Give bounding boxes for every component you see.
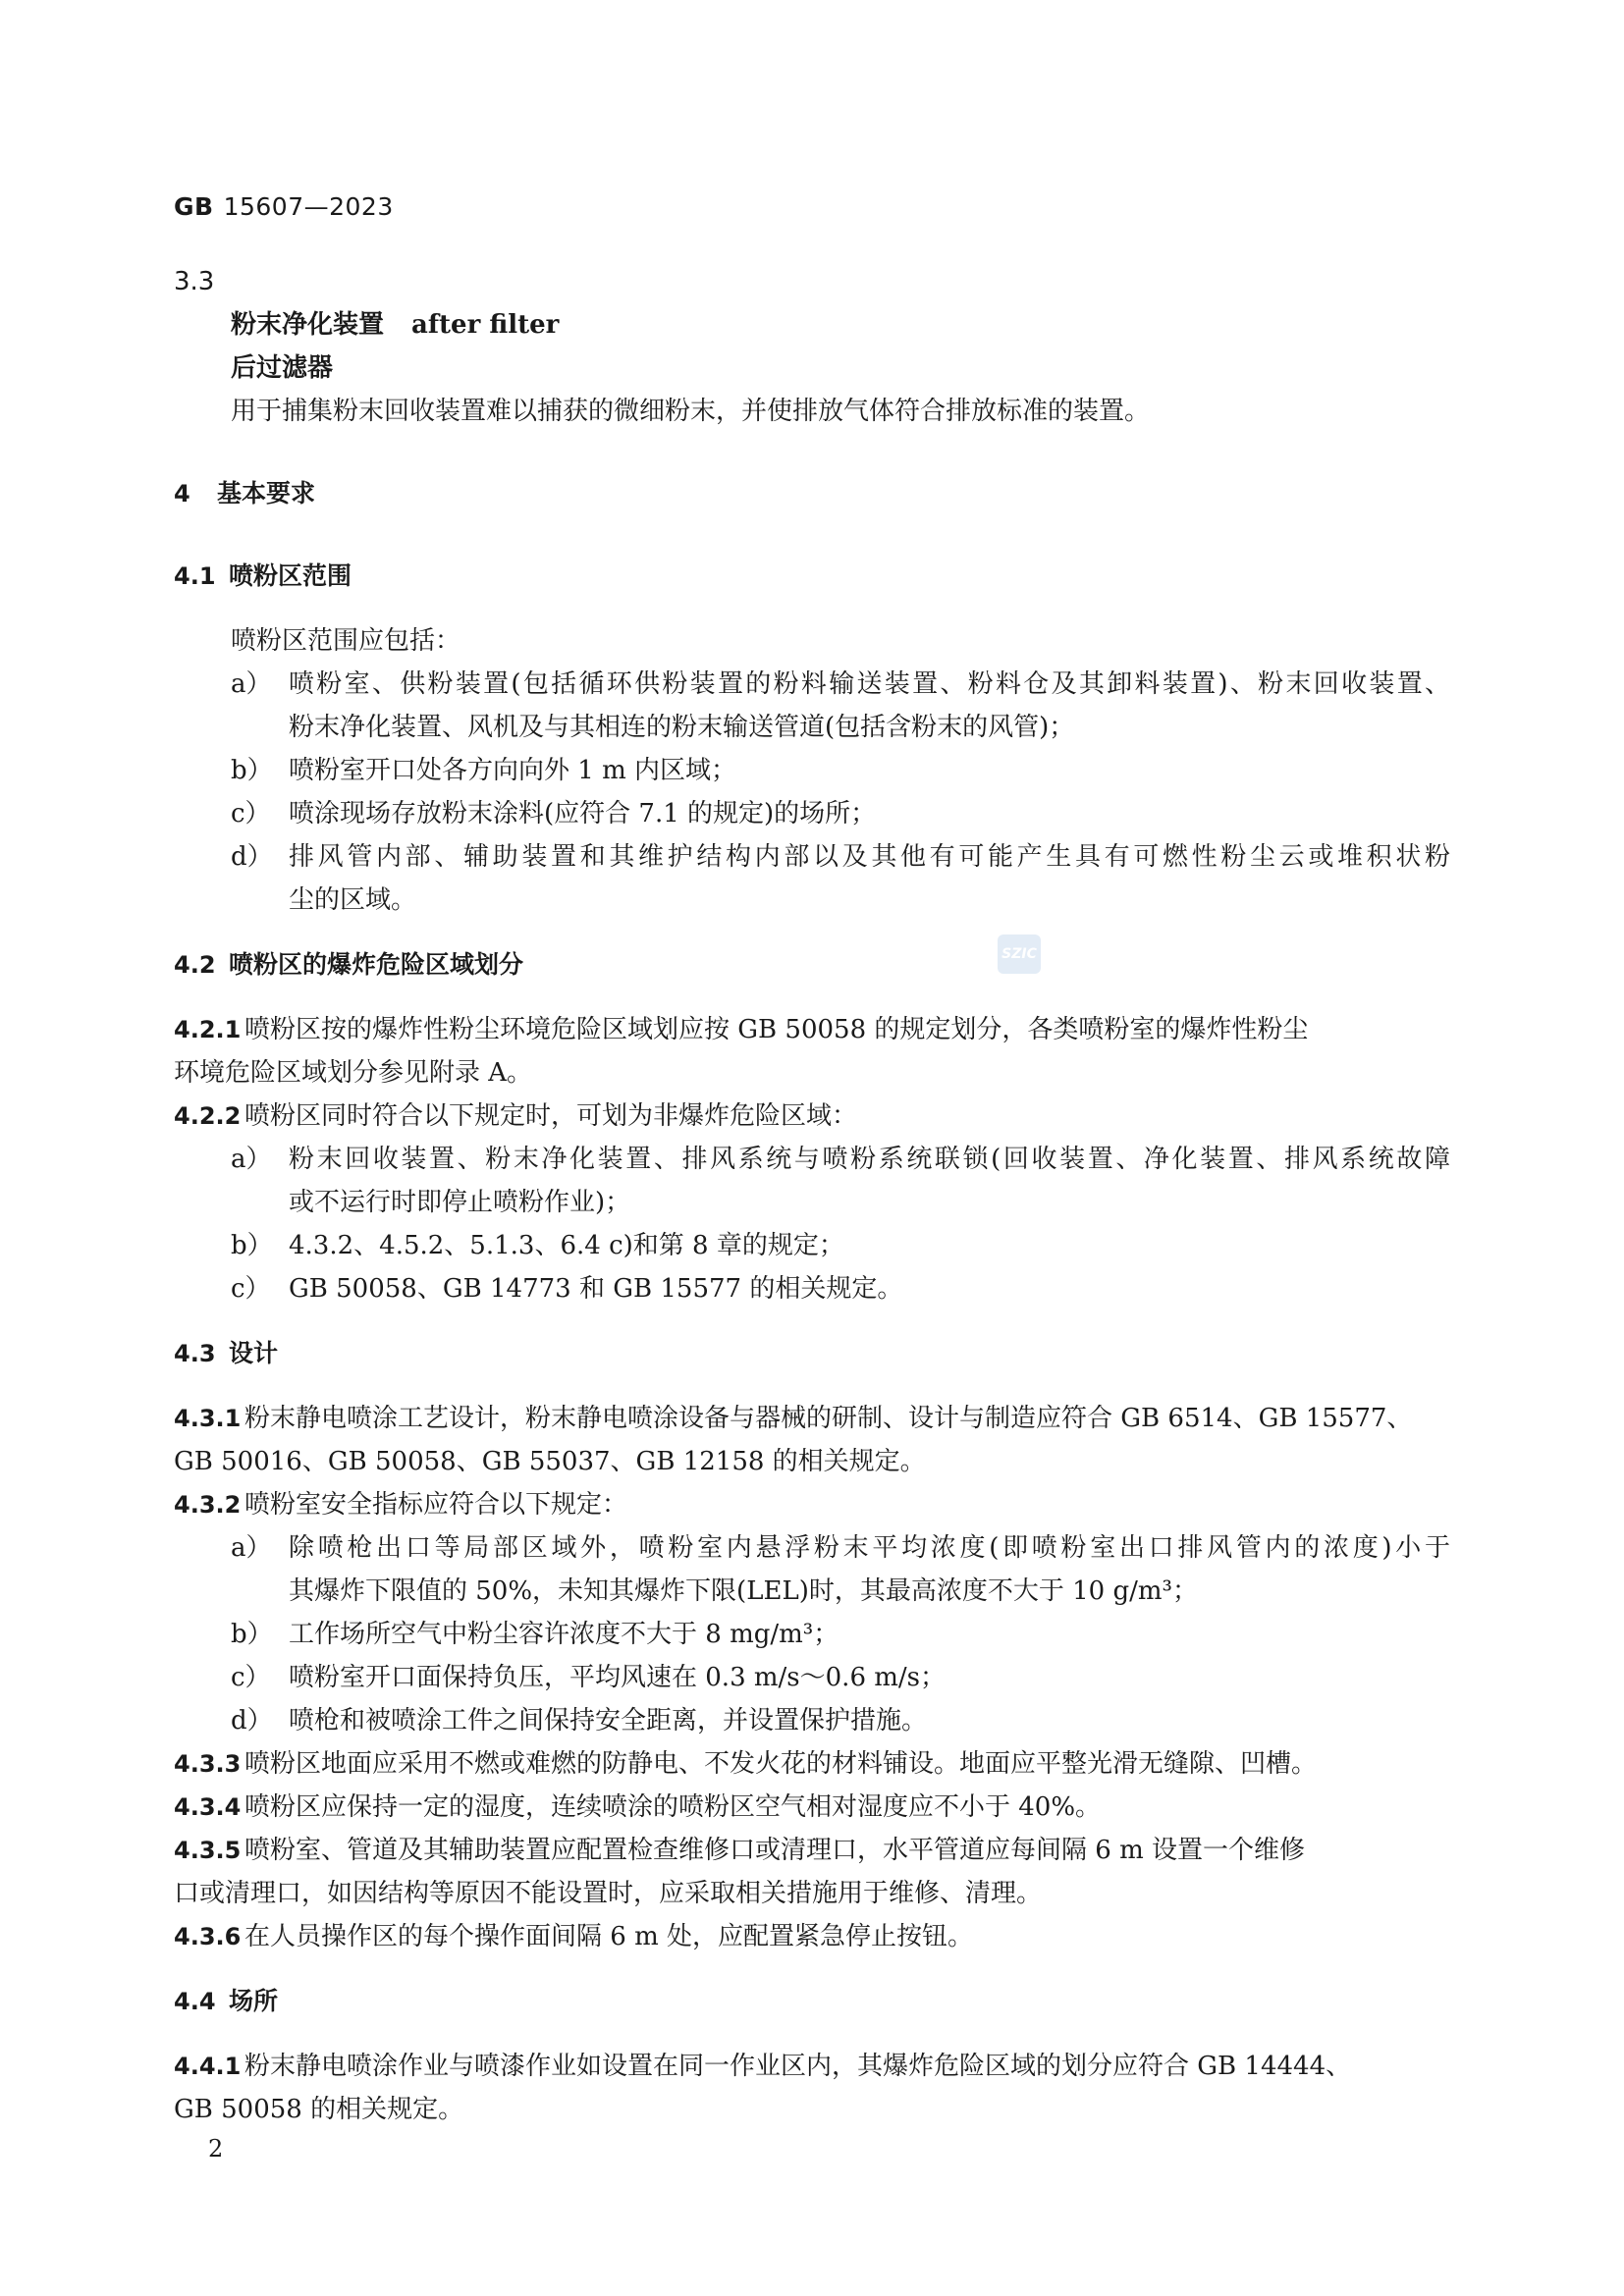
clause-4-4-1: 4.4.1 粉末静电喷涂作业与喷漆作业如设置在同一作业区内，其爆炸危险区域的划分应符合 GB 14444、 [174,2052,1352,2081]
standard-number: 15607—2023 [223,192,394,221]
document-body [174,260,1450,2131]
section-number: 4.3 [174,1340,216,1367]
clause-3-3-term [174,303,1450,347]
section-4-1-heading [174,555,1450,598]
chapter-title: 基本要求 [217,479,316,507]
list-item-c: c） 喷涂现场存放粉末涂料(应符合 7.1 的规定)的场所； [231,799,877,828]
term-synonym: 后过滤器 [231,353,334,383]
list-item-c: c） GB 50058、GB 14773 和 GB 15577 的相关规定。 [231,1274,903,1304]
list-item-d: d） 排风管内部、辅助装置和其维护结构内部以及其他有可能产生具有可燃性粉尘云或堆积状粉 [231,842,1450,872]
section-title: 喷粉区范围 [229,561,352,590]
list-item-d-cont: 尘的区域。 [289,885,417,915]
list-item-a-cont: 其爆炸下限值的 50%，未知其爆炸下限(LEL)时，其最高浓度不大于 10 g/m³； [289,1576,1198,1606]
page-number: 2 [208,2135,224,2163]
list-item-a: a） 喷粉室、供粉装置(包括循环供粉装置的粉料输送装置、粉料仓及其卸料装置)、粉末回收装置、 [231,669,1450,699]
list-item-c: c） 喷粉室开口面保持负压，平均风速在 0.3 m/s～0.6 m/s； [231,1663,947,1692]
clause-4-3-5: 4.3.5 喷粉室、管道及其辅助装置应配置检查维修口或清理口，水平管道应每间隔 6 m 设置一个维修 [174,1836,1305,1865]
clause-4-2-2: 4.2.2 喷粉区同时符合以下规定时，可划为非爆炸危险区域： [174,1101,858,1131]
list-item-b: b） 4.3.2、4.5.2、5.1.3、6.4 c)和第 8 章的规定； [231,1231,844,1260]
section-4-4-heading [174,1980,1450,2023]
section-number: 4.2 [174,951,216,979]
clause-3-3-number: 3.3 [174,267,215,296]
clause-4-2-1-cont: 环境危险区域划分参见附录 A。 [174,1058,533,1088]
list-item-a-cont: 或不运行时即停止喷粉作业)； [289,1188,631,1217]
list-item-a: a） 除喷枪出口等局部区域外，喷粉室内悬浮粉末平均浓度(即喷粉室出口排风管内的浓度)小于 [231,1533,1450,1563]
clause-4-3-4: 4.3.4 喷粉区应保持一定的湿度，连续喷涂的喷粉区空气相对湿度应不小于 40%。 [174,1792,1102,1822]
clause-4-3-1-cont: GB 50016、GB 50058、GB 55037、GB 12158 的相关规定。 [174,1447,926,1476]
clause-4-3-1: 4.3.1 粉末静电喷涂工艺设计，粉末静电喷涂设备与器械的研制、设计与制造应符合 GB 6514、GB 15577、 [174,1404,1413,1433]
section-4-2-heading [174,943,1450,987]
chapter-number: 4 [174,480,190,507]
list-item-d: d） 喷枪和被喷涂工件之间保持安全距离，并设置保护措施。 [231,1706,928,1735]
watermark-logo: SZIC [998,934,1041,974]
section-number: 4.4 [174,1988,216,2015]
list-item-a-cont: 粉末净化装置、风机及与其相连的粉末输送管道(包括含粉末的风管)； [289,713,1075,742]
section-title: 喷粉区的爆炸危险区域划分 [229,950,524,979]
section-title: 场所 [229,1987,279,2015]
list-item-b: b） 喷粉室开口处各方向向外 1 m 内区域； [231,756,736,785]
section-title: 设计 [229,1339,279,1367]
clause-4-3-5-cont: 口或清理口，如因结构等原因不能设置时，应采取相关措施用于维修、清理。 [174,1879,1043,1908]
clause-4-3-2: 4.3.2 喷粉室安全指标应符合以下规定： [174,1490,628,1520]
section-4-1-intro: 喷粉区范围应包括： [231,626,461,656]
list-item-a: a） 粉末回收装置、粉末净化装置、排风系统与喷粉系统联锁(回收装置、净化装置、排风系统故障 [231,1145,1450,1174]
section-4-3-heading [174,1332,1450,1375]
clause-4-3-6: 4.3.6 在人员操作区的每个操作面间隔 6 m 处，应配置紧急停止按钮。 [174,1922,973,1951]
chapter-4-heading [174,472,1450,515]
standard-identifier [174,192,394,221]
term-chinese: 粉末净化装置 [231,310,385,340]
standard-prefix: GB [174,192,214,221]
clause-4-4-1-cont: GB 50058 的相关规定。 [174,2095,464,2124]
clause-4-2-1: 4.2.1 喷粉区按的爆炸性粉尘环境危险区域划应按 GB 50058 的规定划分，各类喷粉室的爆炸性粉尘 [174,1015,1309,1044]
list-item-b: b） 工作场所空气中粉尘容许浓度不大于 8 mg/m³； [231,1620,839,1649]
clause-4-3-3: 4.3.3 喷粉区地面应采用不燃或难燃的防静电、不发火花的材料铺设。地面应平整光滑无缝隙、凹槽。 [174,1749,1318,1779]
term-definition: 用于捕集粉末回收装置难以捕获的微细粉末，并使排放气体符合排放标准的装置。 [231,397,1151,426]
term-english: after filter [411,310,560,340]
section-number: 4.1 [174,562,216,590]
